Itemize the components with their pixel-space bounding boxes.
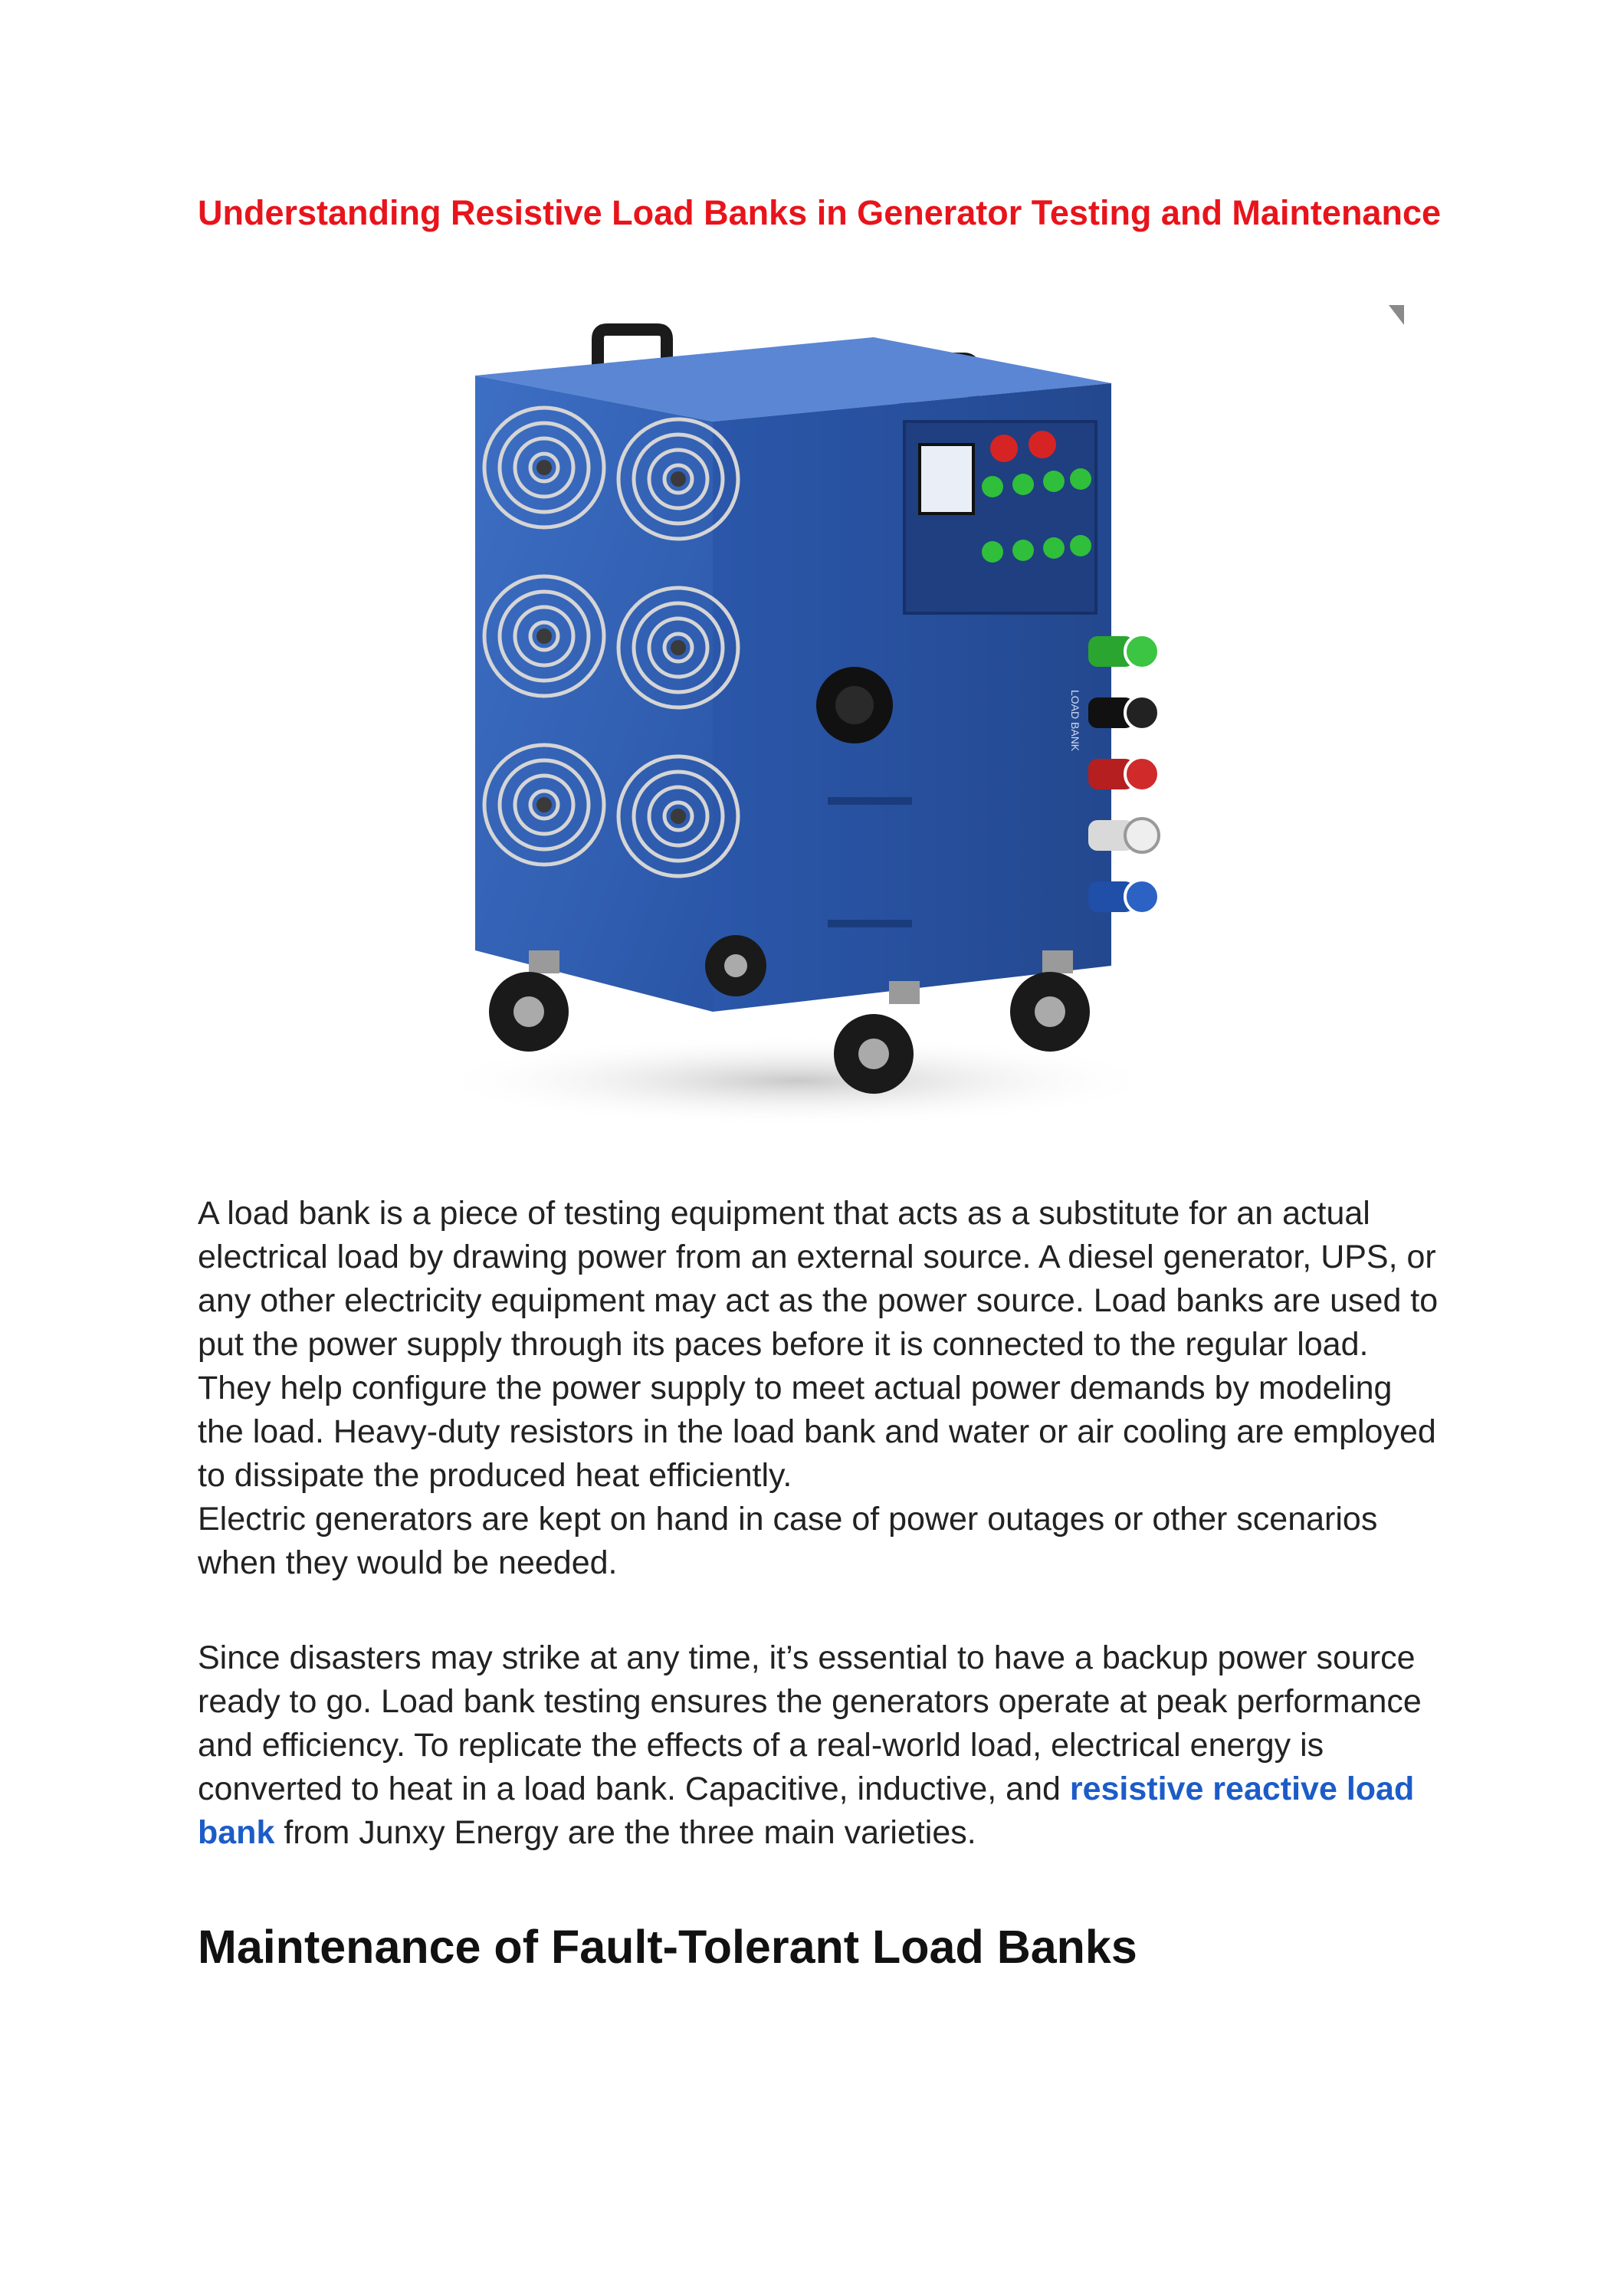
intro-paragraph [198, 1192, 1439, 1585]
varieties-text-before: Since disasters may strike at any time, it’s essential to have a backup power source ready to go. Load bank testing ensures the generators operate at peak performance and efficiency. To replicate the effects of a real-world load, electrical energy is converted to heat in a load bank. Capacitive, inductive, and [198, 1639, 1422, 1807]
load-bank-image [414, 307, 1433, 1142]
side-label: LOAD BANK [1069, 690, 1081, 752]
page-title: Understanding Resistive Load Banks in Generator Testing and Maintenance [198, 193, 1441, 232]
intro-paragraph-text: A load bank is a piece of testing equipment that acts as a substitute for an actual electrical load by drawing power from an external source. A diesel generator, UPS, or any other electricity equipment may act as the power source. Load banks are used to put the power supply through its paces before it is connected to the regular load. They help configure the power supply to meet actual power demands by modeling the load. Heavy-duty resistors in the load bank and water or air cooling are employed to dissipate the produced heat efficiently. [198, 1195, 1439, 1494]
varieties-paragraph [198, 1636, 1439, 1855]
varieties-text-after: from Junxy Energy are the three main varieties. [274, 1814, 976, 1851]
section-heading: Maintenance of Fault-Tolerant Load Banks [198, 1921, 1137, 1973]
resistive-reactive-load-bank-link[interactable]: resistive reactive load bank [198, 1771, 1415, 1851]
intro-paragraph-text-2: Electric generators are kept on hand in case of power outages or other scenarios when they would be needed. [198, 1501, 1378, 1581]
